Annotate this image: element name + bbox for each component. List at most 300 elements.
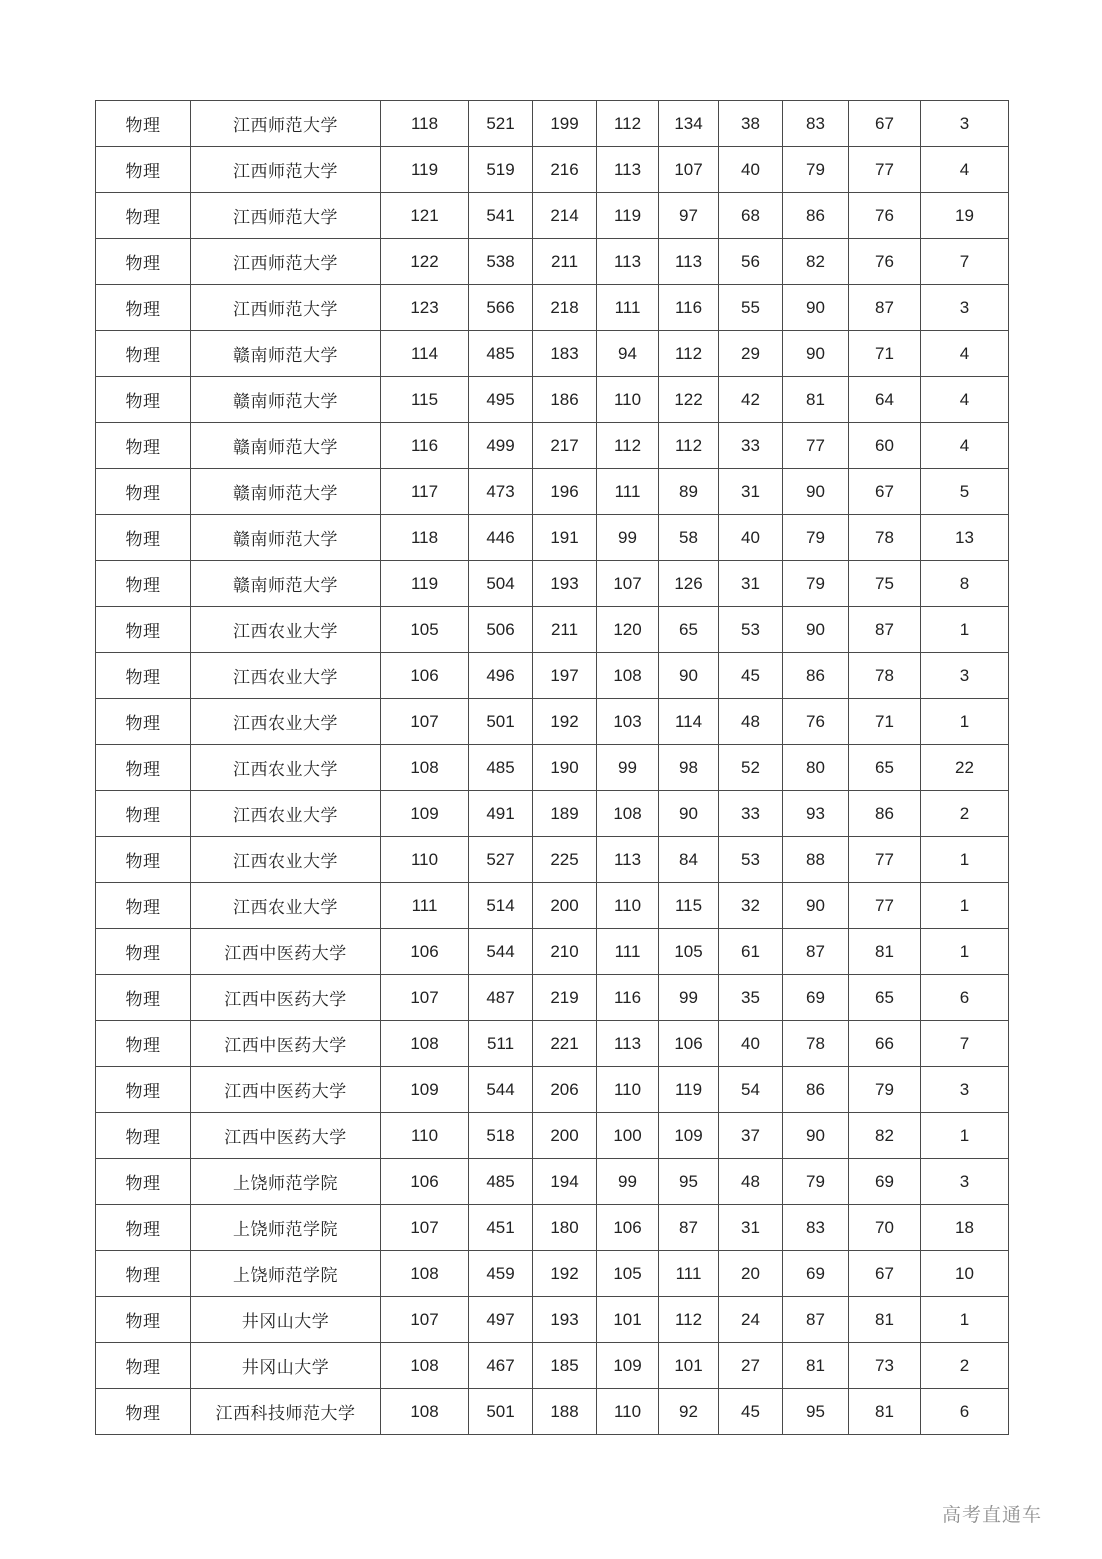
- table-cell: 97: [659, 193, 719, 239]
- table-cell: 江西农业大学: [191, 607, 381, 653]
- table-row: [96, 745, 1009, 791]
- table-cell: 87: [849, 285, 921, 331]
- table-cell: 40: [719, 147, 783, 193]
- table-cell: 117: [381, 469, 469, 515]
- table-cell: 物理: [96, 331, 191, 377]
- table-cell: 108: [381, 1021, 469, 1067]
- table-cell: 赣南师范大学: [191, 331, 381, 377]
- table-cell: 68: [719, 193, 783, 239]
- table-cell: 81: [849, 1389, 921, 1435]
- table-cell: 77: [849, 147, 921, 193]
- table-cell: 物理: [96, 101, 191, 147]
- table-cell: 527: [469, 837, 533, 883]
- table-cell: 506: [469, 607, 533, 653]
- table-cell: 赣南师范大学: [191, 561, 381, 607]
- table-cell: 107: [381, 699, 469, 745]
- table-cell: 87: [783, 1297, 849, 1343]
- table-cell: 4: [921, 423, 1009, 469]
- table-cell: 物理: [96, 929, 191, 975]
- table-cell: 86: [783, 193, 849, 239]
- table-cell: 116: [659, 285, 719, 331]
- table-cell: 544: [469, 929, 533, 975]
- table-cell: 物理: [96, 377, 191, 423]
- table-cell: 79: [783, 1159, 849, 1205]
- table-cell: 185: [533, 1343, 597, 1389]
- table-cell: 225: [533, 837, 597, 883]
- table-cell: 物理: [96, 837, 191, 883]
- table-cell: 86: [783, 653, 849, 699]
- watermark-text: 高考直通车: [941, 1505, 1042, 1526]
- table-cell: 81: [849, 1297, 921, 1343]
- table-cell: 69: [783, 975, 849, 1021]
- table-row: [96, 1205, 1009, 1251]
- table-cell: 108: [597, 653, 659, 699]
- table-cell: 物理: [96, 607, 191, 653]
- table-cell: 76: [783, 699, 849, 745]
- table-cell: 6: [921, 1389, 1009, 1435]
- table-cell: 3: [921, 1159, 1009, 1205]
- table-cell: 107: [381, 1297, 469, 1343]
- table-cell: 122: [381, 239, 469, 285]
- table-cell: 190: [533, 745, 597, 791]
- table-cell: 112: [659, 1297, 719, 1343]
- table-row: [96, 147, 1009, 193]
- table-cell: 186: [533, 377, 597, 423]
- table-cell: 199: [533, 101, 597, 147]
- table-cell: 82: [783, 239, 849, 285]
- table-cell: 物理: [96, 1343, 191, 1389]
- table-cell: 119: [381, 147, 469, 193]
- table-cell: 79: [849, 1067, 921, 1113]
- table-cell: 88: [783, 837, 849, 883]
- table-row: [96, 1343, 1009, 1389]
- table-cell: 82: [849, 1113, 921, 1159]
- table-cell: 106: [381, 1159, 469, 1205]
- table-cell: 111: [597, 285, 659, 331]
- table-cell: 90: [783, 469, 849, 515]
- table-cell: 109: [659, 1113, 719, 1159]
- table-cell: 94: [597, 331, 659, 377]
- table-cell: 江西师范大学: [191, 101, 381, 147]
- table-cell: 78: [849, 653, 921, 699]
- table-cell: 219: [533, 975, 597, 1021]
- table-cell: 29: [719, 331, 783, 377]
- table-cell: 446: [469, 515, 533, 561]
- table-cell: 211: [533, 239, 597, 285]
- table-cell: 赣南师范大学: [191, 469, 381, 515]
- table-cell: 71: [849, 331, 921, 377]
- score-table: [95, 100, 1009, 1435]
- table-cell: 115: [381, 377, 469, 423]
- table-row: [96, 1297, 1009, 1343]
- table-cell: 2: [921, 1343, 1009, 1389]
- table-cell: 江西师范大学: [191, 147, 381, 193]
- table-cell: 井冈山大学: [191, 1297, 381, 1343]
- table-cell: 218: [533, 285, 597, 331]
- table-cell: 101: [659, 1343, 719, 1389]
- table-cell: 518: [469, 1113, 533, 1159]
- table-cell: 33: [719, 423, 783, 469]
- table-cell: 110: [381, 837, 469, 883]
- table-cell: 18: [921, 1205, 1009, 1251]
- table-cell: 114: [659, 699, 719, 745]
- table-cell: 上饶师范学院: [191, 1251, 381, 1297]
- table-cell: 物理: [96, 975, 191, 1021]
- table-cell: 物理: [96, 1297, 191, 1343]
- table-cell: 110: [597, 1389, 659, 1435]
- table-cell: 45: [719, 653, 783, 699]
- table-cell: 109: [597, 1343, 659, 1389]
- table-cell: 物理: [96, 699, 191, 745]
- table-cell: 98: [659, 745, 719, 791]
- table-cell: 112: [659, 423, 719, 469]
- table-row: [96, 101, 1009, 147]
- table-cell: 1: [921, 929, 1009, 975]
- table-cell: 119: [597, 193, 659, 239]
- table-cell: 113: [597, 239, 659, 285]
- table-row: [96, 239, 1009, 285]
- table-cell: 52: [719, 745, 783, 791]
- table-cell: 75: [849, 561, 921, 607]
- table-cell: 504: [469, 561, 533, 607]
- table-cell: 物理: [96, 1251, 191, 1297]
- table-cell: 83: [783, 101, 849, 147]
- table-cell: 192: [533, 1251, 597, 1297]
- table-cell: 81: [849, 929, 921, 975]
- table-cell: 121: [381, 193, 469, 239]
- table-cell: 90: [659, 791, 719, 837]
- table-cell: 69: [849, 1159, 921, 1205]
- table-row: [96, 1159, 1009, 1205]
- table-cell: 33: [719, 791, 783, 837]
- table-cell: 1: [921, 883, 1009, 929]
- table-cell: 48: [719, 699, 783, 745]
- table-cell: 22: [921, 745, 1009, 791]
- table-cell: 499: [469, 423, 533, 469]
- table-cell: 485: [469, 1159, 533, 1205]
- table-cell: 473: [469, 469, 533, 515]
- table-cell: 53: [719, 607, 783, 653]
- table-row: [96, 1067, 1009, 1113]
- table-cell: 31: [719, 1205, 783, 1251]
- table-cell: 118: [381, 101, 469, 147]
- table-cell: 物理: [96, 1389, 191, 1435]
- table-cell: 56: [719, 239, 783, 285]
- table-cell: 191: [533, 515, 597, 561]
- table-cell: 55: [719, 285, 783, 331]
- table-cell: 物理: [96, 1067, 191, 1113]
- table-cell: 3: [921, 1067, 1009, 1113]
- table-cell: 江西中医药大学: [191, 1067, 381, 1113]
- table-cell: 40: [719, 515, 783, 561]
- table-cell: 7: [921, 239, 1009, 285]
- table-cell: 江西农业大学: [191, 837, 381, 883]
- table-cell: 40: [719, 1021, 783, 1067]
- table-cell: 井冈山大学: [191, 1343, 381, 1389]
- table-cell: 106: [597, 1205, 659, 1251]
- table-row: [96, 193, 1009, 239]
- table-cell: 江西师范大学: [191, 285, 381, 331]
- table-cell: 5: [921, 469, 1009, 515]
- table-cell: 87: [783, 929, 849, 975]
- table-cell: 211: [533, 607, 597, 653]
- table-cell: 107: [659, 147, 719, 193]
- table-cell: 116: [597, 975, 659, 1021]
- table-cell: 511: [469, 1021, 533, 1067]
- table-cell: 105: [597, 1251, 659, 1297]
- table-cell: 106: [381, 929, 469, 975]
- table-cell: 53: [719, 837, 783, 883]
- table-row: [96, 1113, 1009, 1159]
- table-cell: 111: [381, 883, 469, 929]
- table-cell: 物理: [96, 239, 191, 285]
- table-cell: 491: [469, 791, 533, 837]
- table-cell: 183: [533, 331, 597, 377]
- table-cell: 485: [469, 745, 533, 791]
- table-cell: 4: [921, 331, 1009, 377]
- table-cell: 123: [381, 285, 469, 331]
- table-cell: 赣南师范大学: [191, 515, 381, 561]
- table-cell: 119: [381, 561, 469, 607]
- table-cell: 8: [921, 561, 1009, 607]
- table-row: [96, 791, 1009, 837]
- table-cell: 109: [381, 791, 469, 837]
- table-cell: 451: [469, 1205, 533, 1251]
- table-cell: 江西农业大学: [191, 745, 381, 791]
- table-cell: 2: [921, 791, 1009, 837]
- table-cell: 物理: [96, 515, 191, 561]
- table-cell: 上饶师范学院: [191, 1205, 381, 1251]
- table-cell: 115: [659, 883, 719, 929]
- table-cell: 物理: [96, 745, 191, 791]
- table-cell: 87: [849, 607, 921, 653]
- table-cell: 江西农业大学: [191, 699, 381, 745]
- table-cell: 216: [533, 147, 597, 193]
- table-cell: 1: [921, 699, 1009, 745]
- table-cell: 4: [921, 377, 1009, 423]
- table-cell: 31: [719, 561, 783, 607]
- table-row: [96, 1021, 1009, 1067]
- table-cell: 58: [659, 515, 719, 561]
- table-cell: 赣南师范大学: [191, 423, 381, 469]
- table-cell: 84: [659, 837, 719, 883]
- table-cell: 90: [783, 285, 849, 331]
- table-cell: 物理: [96, 285, 191, 331]
- table-cell: 112: [659, 331, 719, 377]
- table-cell: 193: [533, 561, 597, 607]
- table-cell: 111: [597, 929, 659, 975]
- table-cell: 93: [783, 791, 849, 837]
- table-cell: 27: [719, 1343, 783, 1389]
- table-cell: 105: [659, 929, 719, 975]
- table-cell: 67: [849, 469, 921, 515]
- table-cell: 95: [783, 1389, 849, 1435]
- table-cell: 80: [783, 745, 849, 791]
- table-cell: 110: [597, 377, 659, 423]
- table-cell: 459: [469, 1251, 533, 1297]
- table-cell: 108: [381, 1343, 469, 1389]
- table-cell: 541: [469, 193, 533, 239]
- table-cell: 87: [659, 1205, 719, 1251]
- table-cell: 81: [783, 377, 849, 423]
- table-cell: 90: [783, 607, 849, 653]
- table-cell: 64: [849, 377, 921, 423]
- table-cell: 1: [921, 1113, 1009, 1159]
- table-cell: 79: [783, 515, 849, 561]
- table-cell: 108: [597, 791, 659, 837]
- table-cell: 107: [597, 561, 659, 607]
- table-cell: 189: [533, 791, 597, 837]
- table-cell: 7: [921, 1021, 1009, 1067]
- table-row: [96, 929, 1009, 975]
- table-cell: 77: [849, 883, 921, 929]
- table-cell: 467: [469, 1343, 533, 1389]
- table-cell: 江西中医药大学: [191, 929, 381, 975]
- table-cell: 113: [659, 239, 719, 285]
- table-row: [96, 975, 1009, 1021]
- table-cell: 566: [469, 285, 533, 331]
- table-cell: 3: [921, 285, 1009, 331]
- table-cell: 101: [597, 1297, 659, 1343]
- table-cell: 1: [921, 607, 1009, 653]
- table-cell: 54: [719, 1067, 783, 1113]
- table-cell: 76: [849, 193, 921, 239]
- table-cell: 13: [921, 515, 1009, 561]
- table-cell: 188: [533, 1389, 597, 1435]
- table-cell: 76: [849, 239, 921, 285]
- table-cell: 514: [469, 883, 533, 929]
- table-cell: 60: [849, 423, 921, 469]
- table-cell: 江西师范大学: [191, 193, 381, 239]
- table-cell: 110: [381, 1113, 469, 1159]
- table-cell: 物理: [96, 883, 191, 929]
- table-cell: 江西科技师范大学: [191, 1389, 381, 1435]
- table-cell: 134: [659, 101, 719, 147]
- table-cell: 24: [719, 1297, 783, 1343]
- table-cell: 物理: [96, 1159, 191, 1205]
- table-cell: 45: [719, 1389, 783, 1435]
- table-cell: 物理: [96, 561, 191, 607]
- table-cell: 217: [533, 423, 597, 469]
- table-cell: 106: [659, 1021, 719, 1067]
- table-cell: 105: [381, 607, 469, 653]
- table-cell: 200: [533, 1113, 597, 1159]
- table-cell: 19: [921, 193, 1009, 239]
- table-cell: 519: [469, 147, 533, 193]
- table-cell: 118: [381, 515, 469, 561]
- table-cell: 495: [469, 377, 533, 423]
- table-cell: 48: [719, 1159, 783, 1205]
- table-cell: 上饶师范学院: [191, 1159, 381, 1205]
- table-cell: 487: [469, 975, 533, 1021]
- table-row: [96, 699, 1009, 745]
- table-cell: 206: [533, 1067, 597, 1113]
- table-cell: 物理: [96, 193, 191, 239]
- table-cell: 497: [469, 1297, 533, 1343]
- table-cell: 108: [381, 745, 469, 791]
- table-cell: 197: [533, 653, 597, 699]
- table-cell: 江西农业大学: [191, 653, 381, 699]
- table-cell: 112: [597, 101, 659, 147]
- table-cell: 38: [719, 101, 783, 147]
- table-cell: 107: [381, 975, 469, 1021]
- table-row: [96, 1389, 1009, 1435]
- table-cell: 86: [849, 791, 921, 837]
- table-cell: 194: [533, 1159, 597, 1205]
- table-cell: 物理: [96, 1113, 191, 1159]
- table-cell: 物理: [96, 469, 191, 515]
- table-cell: 108: [381, 1251, 469, 1297]
- table-cell: 114: [381, 331, 469, 377]
- table-cell: 江西农业大学: [191, 791, 381, 837]
- table-cell: 119: [659, 1067, 719, 1113]
- table-cell: 32: [719, 883, 783, 929]
- table-cell: 92: [659, 1389, 719, 1435]
- table-cell: 物理: [96, 423, 191, 469]
- table-cell: 6: [921, 975, 1009, 1021]
- table-cell: 3: [921, 101, 1009, 147]
- table-body: [96, 101, 1009, 1435]
- table-cell: 物理: [96, 147, 191, 193]
- table-cell: 77: [783, 423, 849, 469]
- table-cell: 江西农业大学: [191, 883, 381, 929]
- table-cell: 111: [597, 469, 659, 515]
- table-cell: 110: [597, 883, 659, 929]
- table-cell: 99: [597, 1159, 659, 1205]
- table-cell: 210: [533, 929, 597, 975]
- table-cell: 496: [469, 653, 533, 699]
- table-cell: 81: [783, 1343, 849, 1389]
- table-cell: 193: [533, 1297, 597, 1343]
- table-cell: 65: [659, 607, 719, 653]
- table-cell: 501: [469, 1389, 533, 1435]
- table-cell: 物理: [96, 653, 191, 699]
- table-cell: 90: [783, 883, 849, 929]
- table-cell: 65: [849, 975, 921, 1021]
- table-cell: 66: [849, 1021, 921, 1067]
- table-row: [96, 883, 1009, 929]
- table-cell: 物理: [96, 1021, 191, 1067]
- table-cell: 78: [849, 515, 921, 561]
- table-cell: 112: [597, 423, 659, 469]
- table-cell: 108: [381, 1389, 469, 1435]
- table-cell: 214: [533, 193, 597, 239]
- table-cell: 69: [783, 1251, 849, 1297]
- table-cell: 江西中医药大学: [191, 975, 381, 1021]
- table-cell: 89: [659, 469, 719, 515]
- table-cell: 106: [381, 653, 469, 699]
- table-cell: 78: [783, 1021, 849, 1067]
- table-cell: 192: [533, 699, 597, 745]
- table-row: [96, 561, 1009, 607]
- table-row: [96, 285, 1009, 331]
- table-row: [96, 607, 1009, 653]
- table-cell: 113: [597, 837, 659, 883]
- table-cell: 物理: [96, 1205, 191, 1251]
- table-cell: 109: [381, 1067, 469, 1113]
- table-cell: 3: [921, 653, 1009, 699]
- table-cell: 110: [597, 1067, 659, 1113]
- table-row: [96, 837, 1009, 883]
- table-cell: 物理: [96, 791, 191, 837]
- table-cell: 485: [469, 331, 533, 377]
- table-cell: 111: [659, 1251, 719, 1297]
- table-cell: 79: [783, 147, 849, 193]
- table-cell: 100: [597, 1113, 659, 1159]
- table-cell: 42: [719, 377, 783, 423]
- table-cell: 126: [659, 561, 719, 607]
- table-cell: 71: [849, 699, 921, 745]
